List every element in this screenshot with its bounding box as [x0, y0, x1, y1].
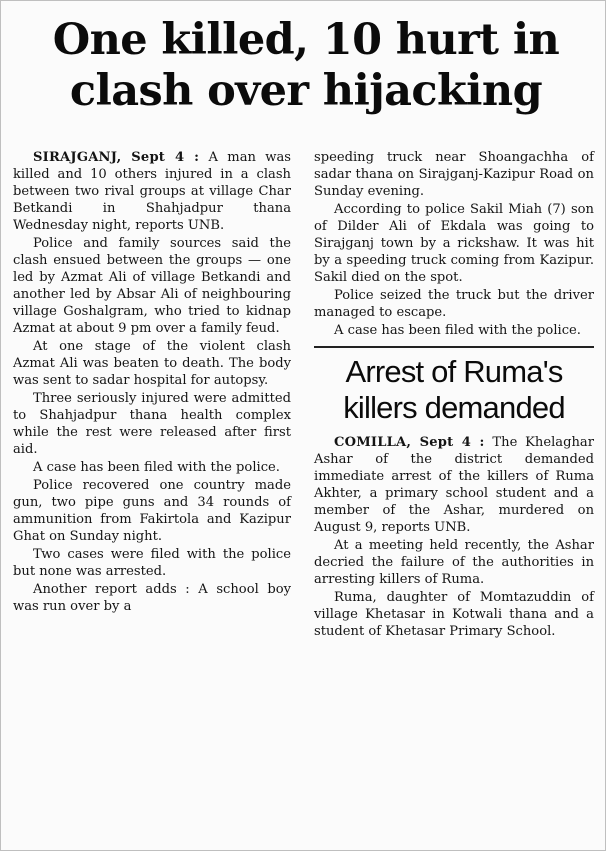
body-paragraph: A case has been filed with the police. — [334, 323, 581, 338]
body-paragraph: Police seized the truck but the driver managed to escape. — [314, 288, 594, 320]
lead-text: A man was killed and 10 others injured in a clash between two rival groups at village Char Betkandi in Shahjadpur thana Wednesday night, reports UNB. — [13, 150, 291, 233]
dateline: COMILLA, Sept 4 : — [334, 435, 485, 450]
story-divider — [314, 346, 594, 348]
dateline: SIRAJGANJ, Sept 4 : — [33, 150, 200, 165]
lead-paragraph — [13, 149, 291, 234]
body-paragraph: Police recovered one country made gun, two pipe guns and 34 rounds of ammunition from Fakirtola and Kazipur Ghat on Sunday night. — [13, 478, 291, 544]
second-headline: Arrest of Ruma's killers demanded — [343, 354, 565, 425]
continued-paragraph: speeding truck near Shoangachha of sadar thana on Sirajganj-Kazipur Road on Sunday evening. — [314, 150, 594, 199]
body-paragraph: According to police Sakil Miah (7) son of Dilder Ali of Ekdala was going to Sirajganj town by a rickshaw. It was hit by a speeding truck coming from Kazipur. Sakil died on the spot. — [314, 202, 594, 285]
lead-text: The Khelaghar Ashar of the district demanded immediate arrest of the killers of Ruma Akhter, a primary school student and a member of the Ashar, murdered on August 9, reports UNB. — [314, 435, 594, 535]
body-paragraph: Police and family sources said the clash ensued between the groups — one led by Azmat Ali of village Betkandi and another led by Absar Ali of neighbouring village Goshalgram, who tried to kidnap Azmat at about 9 pm over a family feud. — [13, 236, 291, 336]
body-paragraph: At one stage of the violent clash Azmat Ali was beaten to death. The body was sent to sadar hospital for autopsy. — [13, 339, 291, 388]
story-column-left — [13, 149, 291, 616]
story-column-right — [314, 149, 594, 641]
body-paragraph: A case has been filed with the police. — [33, 460, 280, 475]
body-paragraph: Two cases were filed with the police but none was arrested. — [13, 547, 291, 579]
lead-paragraph — [314, 434, 594, 536]
body-paragraph: Another report adds : A school boy was run over by a — [13, 582, 291, 614]
body-paragraph: Three seriously injured were admitted to Shahjadpur thana health complex while the rest were released after first aid. — [13, 391, 291, 457]
body-paragraph: At a meeting held recently, the Ashar decried the failure of the authorities in arresting killers of Ruma. — [314, 538, 594, 587]
body-paragraph: Ruma, daughter of Momtazuddin of village Khetasar in Kotwali thana and a student of Khetasar Primary School. — [314, 590, 594, 639]
main-headline: One killed, 10 hurt in clash over hijacking — [52, 15, 560, 116]
